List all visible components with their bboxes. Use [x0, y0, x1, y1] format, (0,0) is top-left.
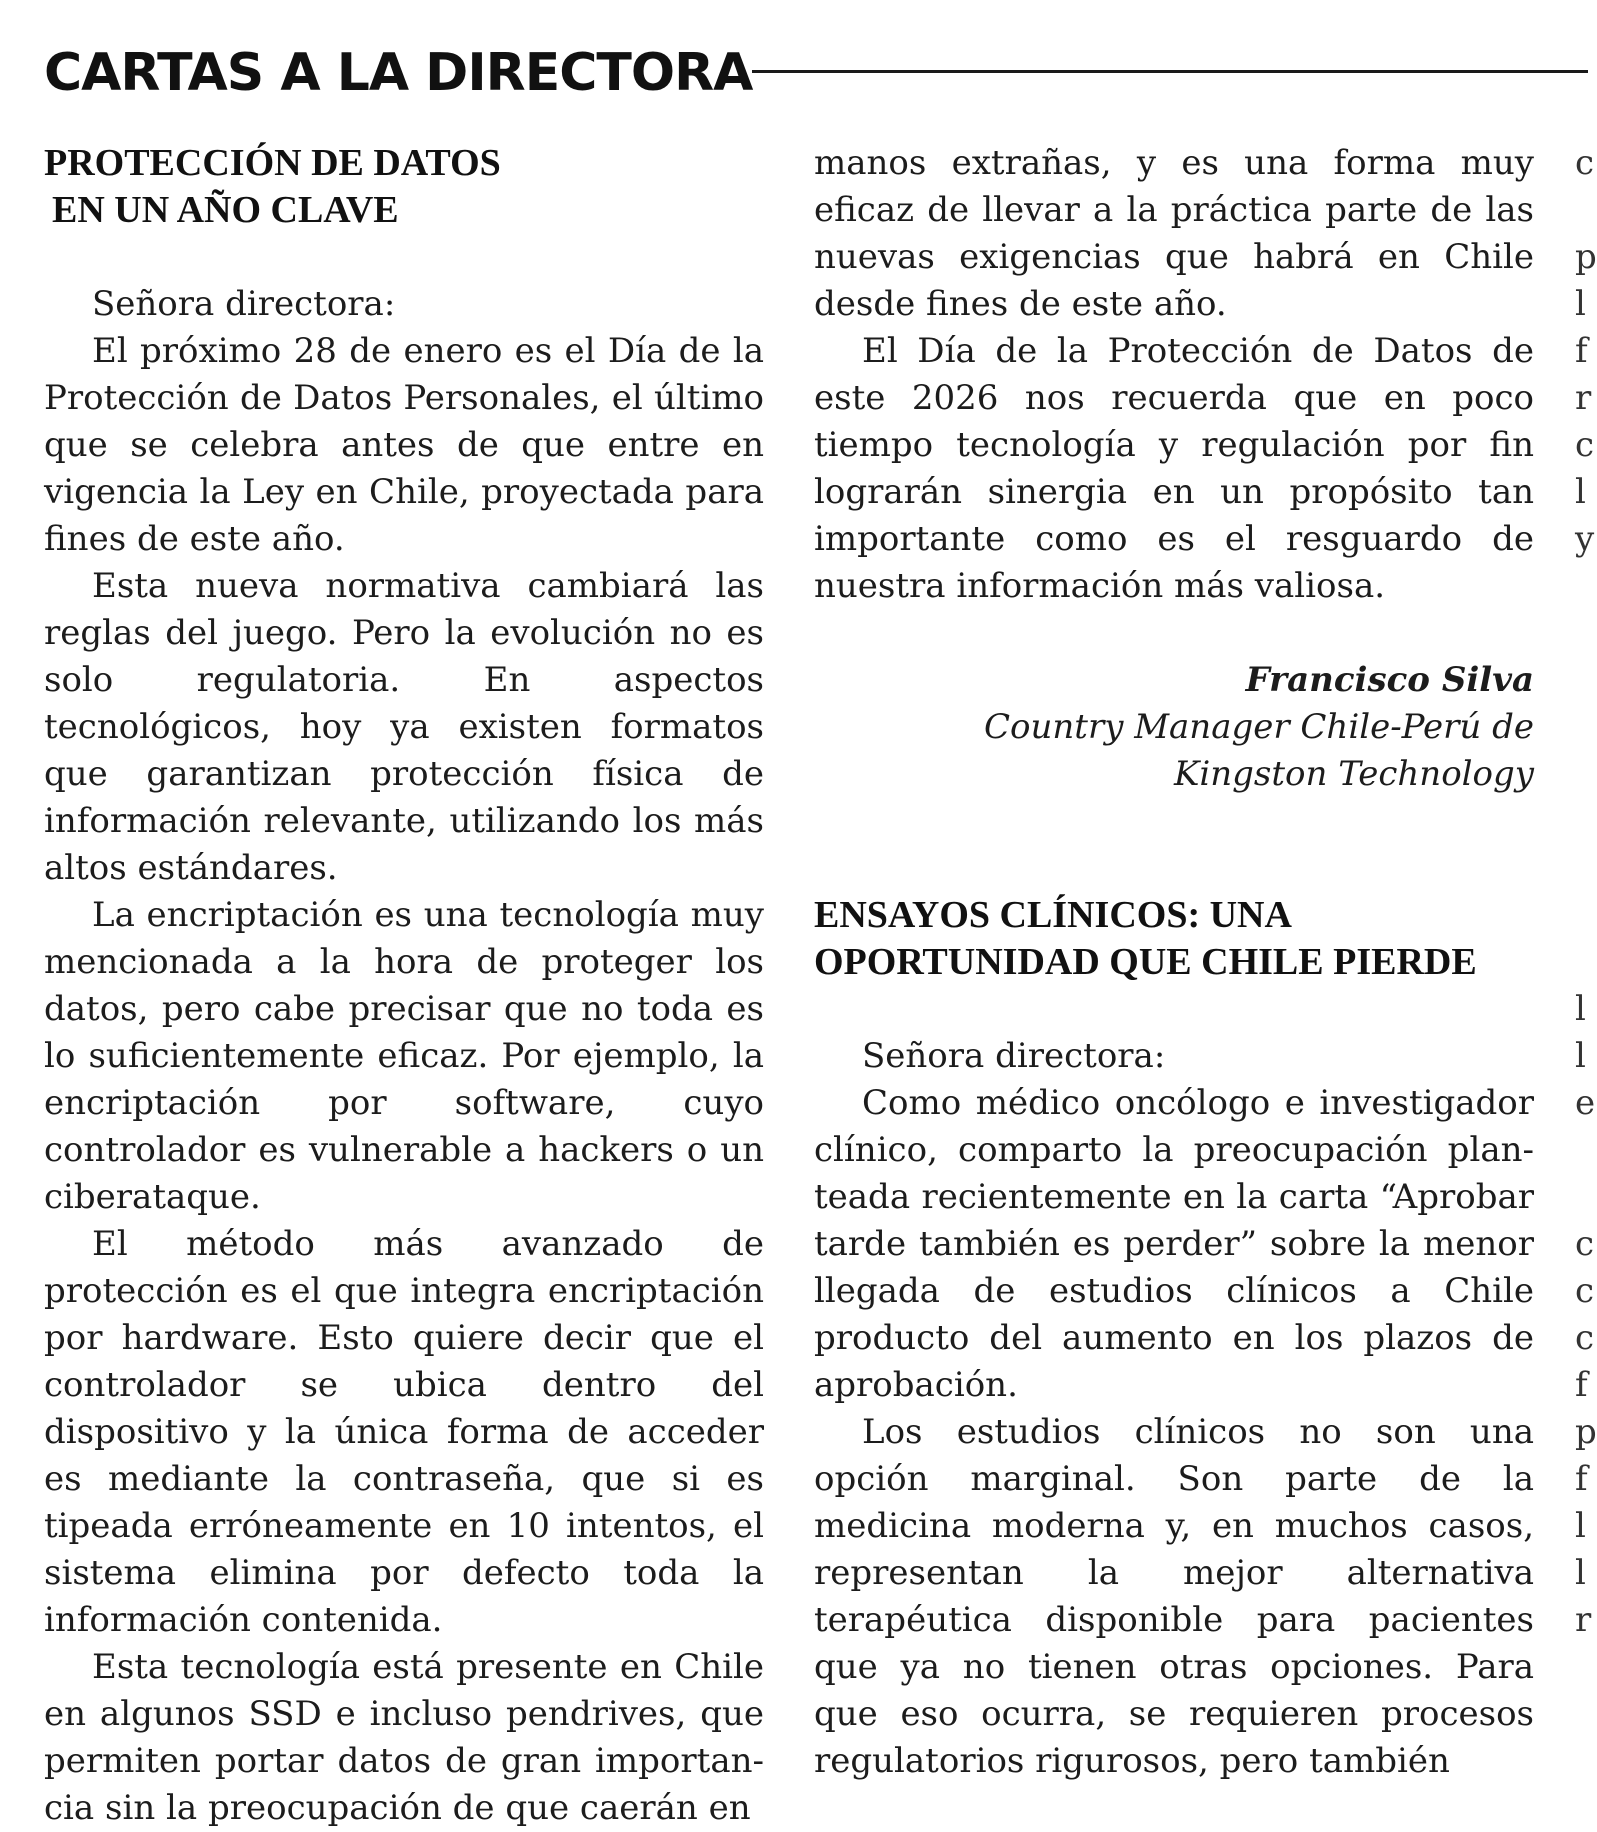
letter1-paragraph-5: Esta tecnología está presente en Chile en algunos SSD e incluso pendrives, que permiten portar datos de gran importancia sin la preocupación de que caerán en [44, 1647, 764, 1828]
signature-name: Francisco Silva [1245, 660, 1534, 700]
edge-strip-mark: c [1575, 1224, 1595, 1264]
letter1-paragraph-2: Esta nueva normativa cambiará las reglas del juego. Pero la evolución no es solo regulatoria. En aspectos tecnológicos, hoy ya existen formatos que garantizan protección física de información relevante, utilizando los más altos estándares. [44, 566, 764, 888]
letter1-headline [44, 140, 764, 234]
letter1-continuation: manos extrañas, y es una forma muy eficaz de llevar a la práctica parte de las nuevas exigencias que habrá en Chile desde fines de este año. [814, 143, 1534, 324]
letter2-headline-line2: OPORTUNIDAD QUE CHILE PIERDE [814, 941, 1477, 983]
edge-strip-mark: l [1575, 989, 1586, 1029]
edge-strip-mark: p [1575, 1412, 1597, 1452]
edge-strip-mark [1575, 939, 1588, 986]
edge-strip-mark: l [1575, 1036, 1586, 1076]
column-edge-strip [1575, 140, 1597, 1644]
signature-role-line2: Kingston Technology [1173, 754, 1534, 794]
spacer [44, 234, 764, 281]
edge-strip-mark: l [1575, 284, 1586, 324]
edge-strip-mark: l [1575, 472, 1586, 512]
spacer [814, 798, 1534, 892]
letter1-paragraph-4: El método más avanzado de protección es el que integra encriptación por hardware. Esto quiere decir que el controlador se ubica dentro del dispositivo y la única forma de acceder es mediante la contraseña, que si es tipeada erróneamente en 10 intentos, el sistema elimina por defecto toda la información contenida. [44, 1224, 764, 1640]
edge-strip-mark [1575, 845, 1588, 892]
letter1-paragraph-1: El próximo 28 de enero es el Día de la Protección de Datos Personales, el último que se celebra antes de que entre en vigencia la Ley en Chile, proyectada para fines de este año. [44, 331, 764, 559]
edge-strip-mark [1575, 657, 1588, 704]
edge-strip-mark: f [1575, 331, 1588, 371]
edge-strip-mark: e [1575, 1083, 1596, 1123]
edge-strip-mark: l [1575, 1553, 1586, 1593]
spacer [814, 986, 1534, 1033]
edge-strip-mark [1575, 892, 1588, 939]
column-left [44, 140, 764, 1832]
signature-role-line1: Country Manager Chile-Perú de [984, 707, 1534, 747]
edge-strip-mark [1575, 798, 1588, 845]
letter2-headline-line1: ENSAYOS CLÍNICOS: UNA [814, 894, 1292, 936]
edge-strip-mark: r [1575, 1600, 1592, 1640]
letter1-closing-paragraph: El Día de la Protección de Datos de este 2026 nos recuerda que en poco tiempo tecnología y regulación por fin lograrán sinergia en un propósito tan importante como es el resguardo de nuestra información más valiosa. [814, 331, 1534, 606]
section-header [44, 38, 1588, 108]
edge-strip-mark: c [1575, 1318, 1595, 1358]
edge-strip-mark [1575, 187, 1588, 234]
edge-strip-mark: c [1575, 143, 1595, 183]
edge-strip-mark: l [1575, 1506, 1586, 1546]
letter2-paragraph-2: Los estudios clínicos no son una opción marginal. Son parte de la medicina moderna y, en muchos casos, representan la mejor alternativa terapéutica disponible para pacientes que ya no tienen otras opciones. Para que eso ocurra, se requieren procesos regulatorios rigurosos, pero también [814, 1412, 1534, 1781]
section-rule-divider [752, 70, 1588, 73]
column-right [814, 140, 1534, 1785]
spacer [814, 610, 1534, 657]
edge-strip-mark [1575, 1127, 1588, 1174]
edge-strip-mark: p [1575, 237, 1597, 277]
edge-strip-mark: c [1575, 425, 1595, 465]
edge-strip-mark: c [1575, 1271, 1595, 1311]
letter1-salutation: Señora directora: [92, 284, 396, 324]
edge-strip-mark [1575, 610, 1588, 657]
letter2-paragraph-1: Como médico oncólogo e investigador clínico, comparto la preocupación planteada recientemente en la carta “Aprobar tarde también es perder” sobre la menor llegada de estudios clínicos a Chile producto del aumento en los plazos de aprobación. [814, 1083, 1534, 1405]
edge-strip-mark: f [1575, 1459, 1588, 1499]
edge-strip-mark [1575, 563, 1588, 610]
edge-strip-mark: y [1575, 519, 1595, 559]
letter1-paragraph-3: La encriptación es una tecnología muy mencionada a la hora de proteger los datos, pero cabe precisar que no toda es lo suficientemente eficaz. Por ejemplo, la encriptación por software, cuyo controlador es vulnerable a hackers o un ciberataque. [44, 895, 764, 1217]
section-title: CARTAS A LA DIRECTORA [44, 43, 753, 103]
edge-strip-mark: r [1575, 378, 1592, 418]
letter2-salutation: Señora directora: [862, 1036, 1166, 1076]
letter2-headline [814, 892, 1534, 986]
letter1-headline-line2: EN UN AÑO CLAVE [52, 189, 399, 231]
edge-strip-mark [1575, 1174, 1588, 1221]
letter1-headline-line1: PROTECCIÓN DE DATOS [44, 142, 501, 184]
edge-strip-mark [1575, 704, 1588, 751]
edge-strip-mark: f [1575, 1365, 1588, 1405]
letter1-signature [814, 657, 1534, 798]
edge-strip-mark [1575, 751, 1588, 798]
